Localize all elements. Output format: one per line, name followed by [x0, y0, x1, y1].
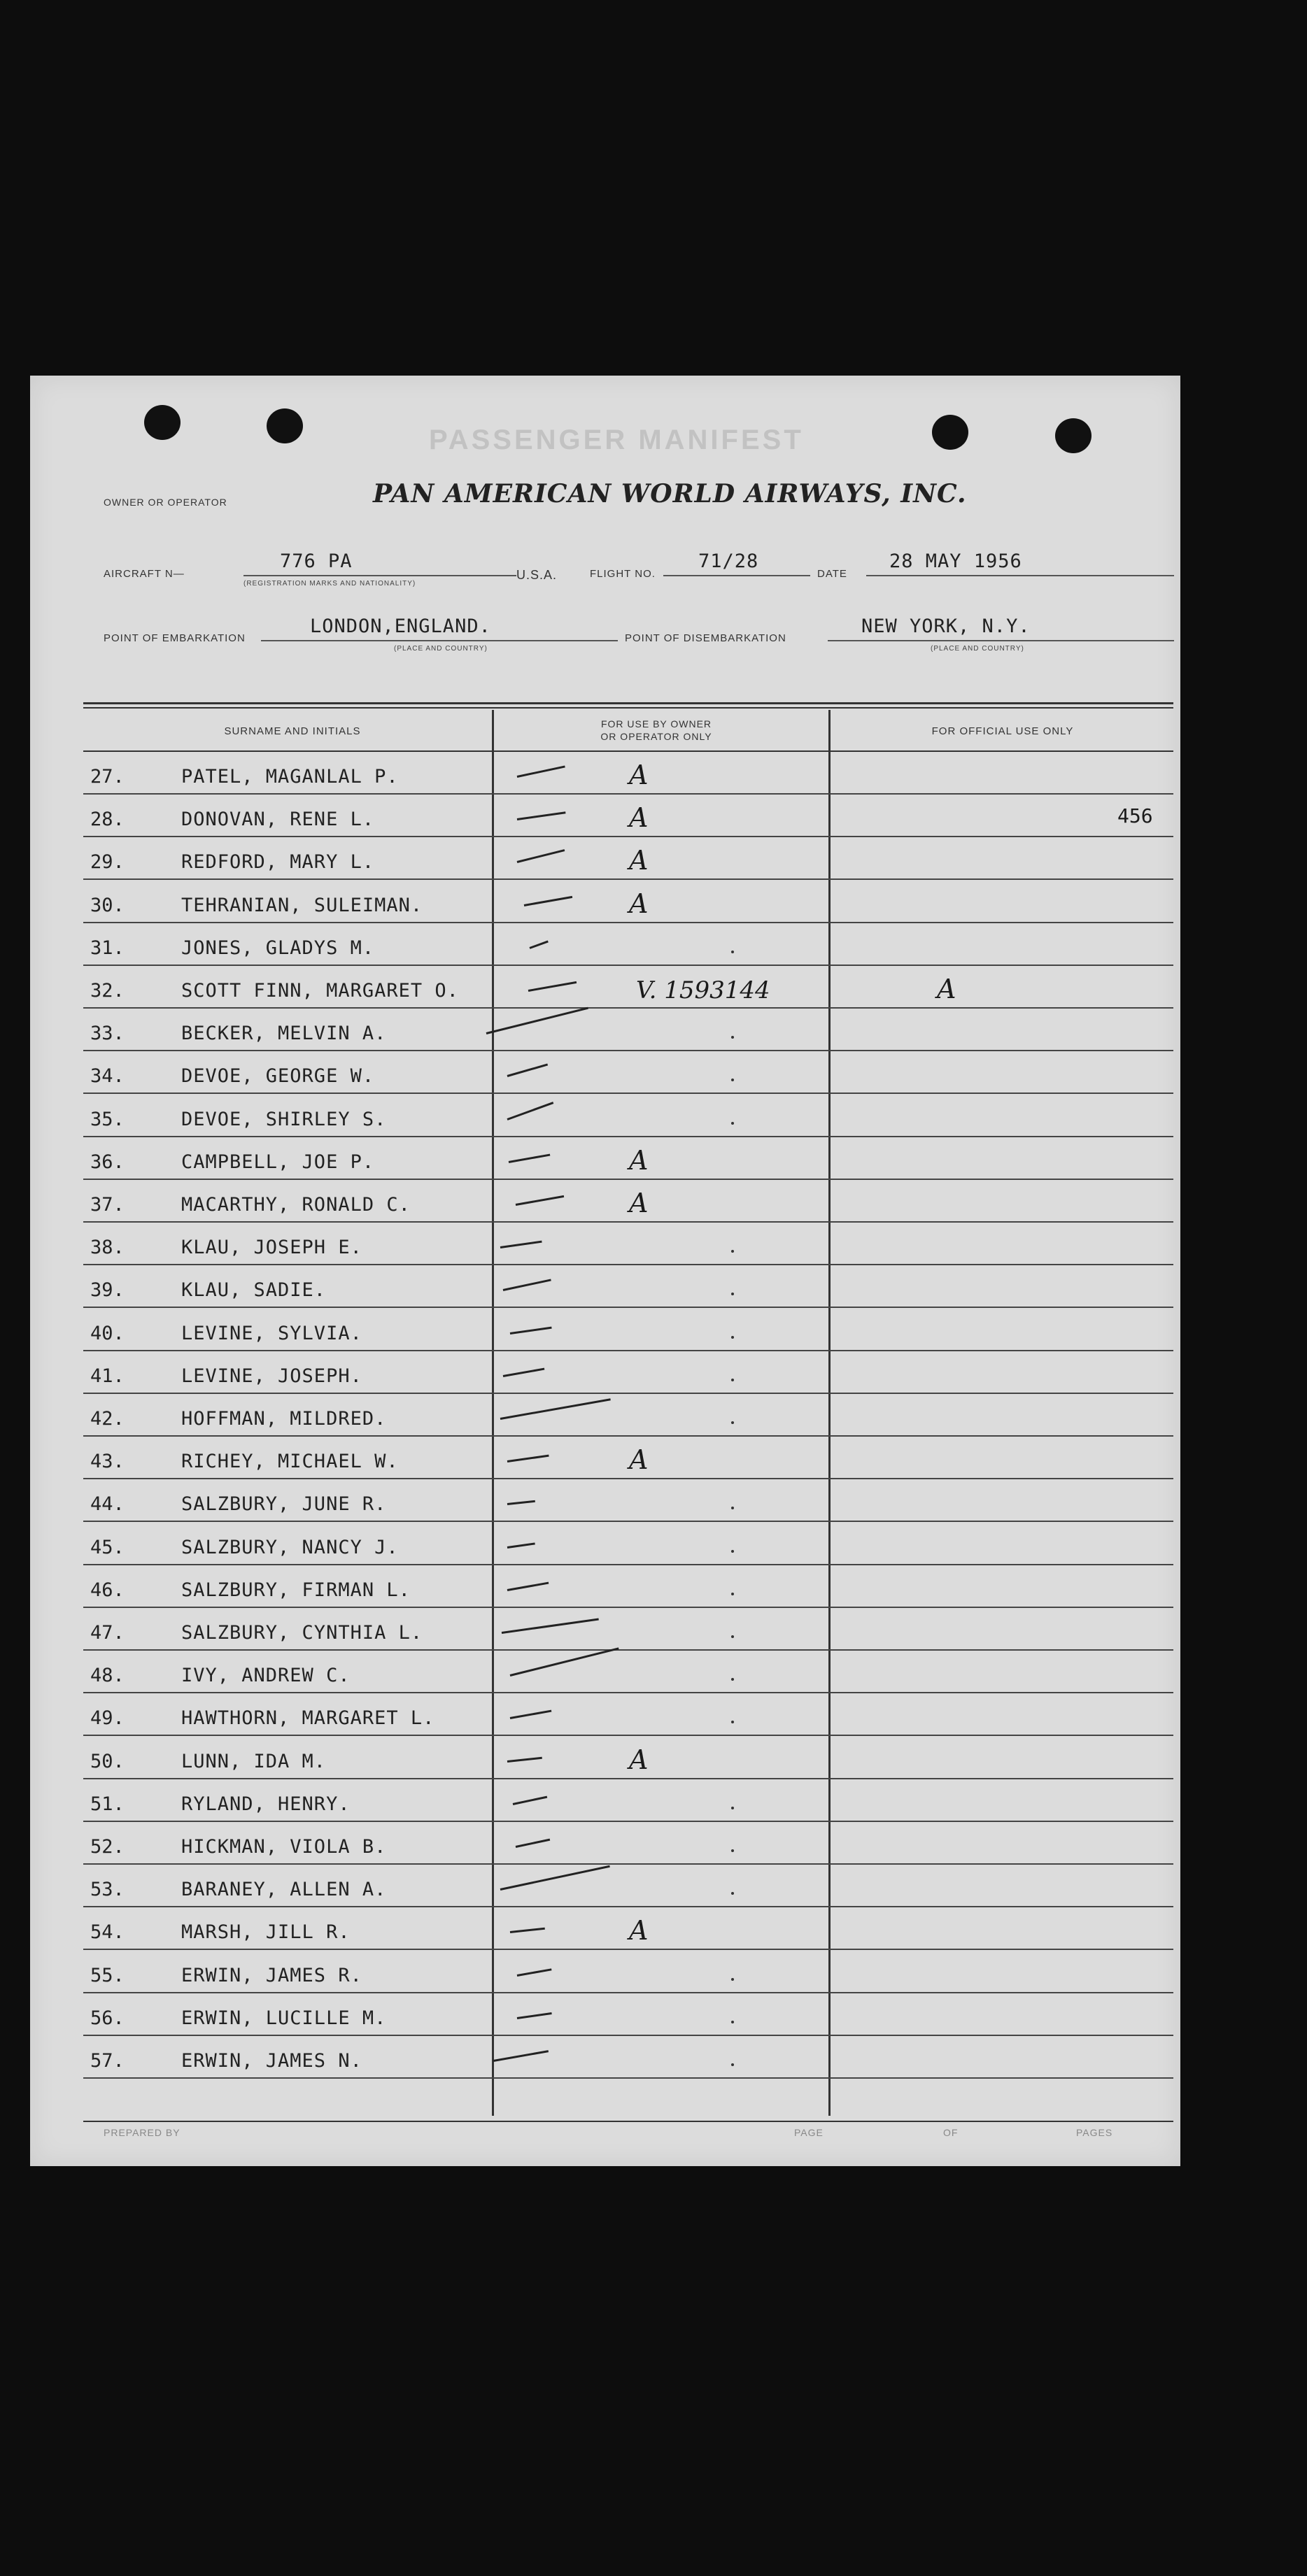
passenger-name: KLAU, SADIE. [181, 1279, 327, 1302]
passenger-name: ERWIN, JAMES N. [181, 2050, 362, 2072]
row-number: 31. [90, 937, 125, 959]
passenger-name: CAMPBELL, JOE P. [181, 1151, 375, 1173]
blank-dot [731, 2063, 734, 2066]
table-row [83, 1479, 1173, 1522]
passenger-name: IVY, ANDREW C. [181, 1665, 351, 1687]
date-label: DATE [817, 568, 847, 580]
table-row [83, 1951, 1173, 1993]
table-row [83, 1095, 1173, 1137]
blank-dot [731, 1421, 734, 1424]
disembark-value: NEW YORK, N.Y. [861, 615, 1031, 637]
table-row [83, 1137, 1173, 1180]
col-header-owner-2: OR OPERATOR ONLY [600, 731, 712, 742]
table-row [83, 1009, 1173, 1051]
row-number: 45. [90, 1536, 125, 1558]
passenger-name: HOFFMAN, MILDRED. [181, 1408, 387, 1430]
table-row [83, 1608, 1173, 1651]
row-number: 51. [90, 1793, 125, 1815]
blank-dot [731, 1721, 734, 1723]
row-number: 54. [90, 1921, 125, 1944]
passenger-name: REDFORD, MARY L. [181, 851, 375, 874]
prepared-by: PREPARED BY [104, 2127, 181, 2138]
blank-dot [731, 1550, 734, 1553]
check-mark [503, 1279, 551, 1291]
passenger-name: MARSH, JILL R. [181, 1921, 351, 1944]
row-number: 55. [90, 1964, 125, 1986]
table-row [83, 1993, 1173, 2036]
disembark-underline [828, 640, 1174, 641]
blank-dot [731, 1593, 734, 1595]
row-number: 43. [90, 1451, 125, 1473]
blank-dot [731, 1635, 734, 1638]
owner-mark: A [629, 1915, 649, 1947]
check-mark [524, 895, 572, 906]
table-row [83, 752, 1173, 795]
table-row [83, 1565, 1173, 1608]
official-mark: A [937, 974, 956, 1004]
check-mark [503, 1367, 545, 1376]
check-mark [500, 1241, 542, 1248]
blank-dot [731, 1507, 734, 1509]
check-mark [510, 1648, 619, 1677]
row-number: 36. [90, 1151, 125, 1173]
row-number: 41. [90, 1365, 125, 1387]
row-rule [83, 2077, 1173, 2079]
passenger-name: SALZBURY, FIRMAN L. [181, 1579, 411, 1601]
embark-label: POINT OF EMBARKATION [104, 632, 246, 644]
table-row [83, 1523, 1173, 1565]
row-number: 40. [90, 1322, 125, 1344]
form-title: PASSENGER MANIFEST [429, 425, 804, 455]
check-mark [517, 765, 565, 777]
table-row [83, 1223, 1173, 1265]
passenger-name: LUNN, IDA M. [181, 1750, 327, 1772]
passenger-name: JONES, GLADYS M. [181, 937, 375, 959]
punch-hole [144, 405, 181, 440]
flight-value: 71/28 [698, 550, 759, 572]
table-top-rule [83, 707, 1173, 709]
table-row [83, 1779, 1173, 1822]
carrier-name: PAN AMERICAN WORLD AIRWAYS, INC. [373, 479, 967, 508]
blank-dot [731, 1379, 734, 1381]
check-mark [486, 1007, 588, 1034]
owner-label: OWNER OR OPERATOR [104, 497, 227, 508]
passenger-name: LEVINE, SYLVIA. [181, 1322, 362, 1344]
table-row [83, 1693, 1173, 1736]
table-row [83, 1180, 1173, 1223]
of-label: OF [943, 2127, 959, 2138]
check-mark [529, 940, 548, 948]
check-mark [507, 1756, 542, 1762]
table-row [83, 1309, 1173, 1351]
passenger-name: DEVOE, GEORGE W. [181, 1065, 375, 1088]
check-mark [507, 1581, 549, 1591]
table-row [83, 1737, 1173, 1779]
passenger-name: KLAU, JOSEPH E. [181, 1237, 362, 1259]
passenger-name: HAWTHORN, MARGARET L. [181, 1707, 435, 1730]
check-mark [502, 1618, 599, 1634]
row-number: 44. [90, 1493, 125, 1516]
row-number: 33. [90, 1023, 125, 1045]
table-row [83, 1394, 1173, 1437]
owner-mark: A [629, 1744, 649, 1775]
aircraft-value: 776 PA [280, 550, 353, 572]
blank-dot [731, 1892, 734, 1895]
blank-dot [731, 1036, 734, 1039]
table-top-rule [83, 702, 1173, 704]
check-mark [493, 2050, 549, 2062]
passenger-name: RYLAND, HENRY. [181, 1793, 351, 1815]
check-mark [517, 811, 566, 820]
embark-underline [261, 640, 618, 641]
blank-dot [731, 1678, 734, 1681]
row-number: 53. [90, 1879, 125, 1901]
table-row [83, 1822, 1173, 1865]
owner-mark: A [629, 1188, 649, 1218]
date-underline [866, 575, 1174, 576]
punch-hole [1055, 418, 1091, 453]
passenger-name: DEVOE, SHIRLEY S. [181, 1108, 387, 1130]
row-number: 52. [90, 1836, 125, 1858]
row-number: 28. [90, 809, 125, 831]
row-number: 39. [90, 1279, 125, 1302]
row-number: 48. [90, 1665, 125, 1687]
row-number: 47. [90, 1622, 125, 1644]
check-mark [510, 1710, 552, 1719]
check-mark [517, 2012, 552, 2019]
passenger-name: HICKMAN, VIOLA B. [181, 1836, 387, 1858]
blank-dot [731, 1079, 734, 1081]
passenger-name: SALZBURY, CYNTHIA L. [181, 1622, 423, 1644]
flight-label: FLIGHT NO. [590, 568, 656, 580]
check-mark [528, 981, 577, 992]
passenger-name: LEVINE, JOSEPH. [181, 1365, 362, 1387]
blank-dot [731, 1807, 734, 1809]
table-row [83, 1051, 1173, 1094]
table-row [83, 1651, 1173, 1693]
disembark-label: POINT OF DISEMBARKATION [625, 632, 786, 644]
owner-mark: V. 1593144 [636, 976, 770, 1004]
check-mark [510, 1928, 545, 1933]
blank-dot [731, 1250, 734, 1253]
col-header-owner-1: FOR USE BY OWNER [600, 718, 712, 730]
aircraft-label: AIRCRAFT N— [104, 568, 185, 580]
table-row [83, 2036, 1173, 2079]
row-number: 37. [90, 1194, 125, 1216]
check-mark [507, 1455, 549, 1463]
table-row [83, 1907, 1173, 1950]
date-value: 28 MAY 1956 [889, 550, 1022, 572]
owner-mark: A [629, 845, 649, 876]
check-mark [517, 850, 565, 864]
passenger-name: TEHRANIAN, SULEIMAN. [181, 894, 423, 916]
flight-underline [663, 575, 810, 576]
check-mark [507, 1500, 535, 1505]
page-label: PAGE [794, 2127, 824, 2138]
blank-dot [731, 2021, 734, 2023]
pages-label: PAGES [1076, 2127, 1113, 2138]
row-number: 34. [90, 1065, 125, 1088]
disembark-sub: (PLACE AND COUNTRY) [931, 645, 1024, 653]
check-mark [507, 1102, 553, 1120]
embark-value: LONDON,ENGLAND. [310, 615, 491, 637]
official-mark: 456 [1117, 804, 1153, 828]
owner-mark: A [629, 1144, 649, 1176]
passenger-name: ERWIN, JAMES R. [181, 1964, 362, 1986]
row-number: 29. [90, 851, 125, 874]
blank-dot [731, 1122, 734, 1125]
passenger-name: PATEL, MAGANLAL P. [181, 766, 399, 788]
table-row [83, 1865, 1173, 1907]
col-header-official: FOR OFFICIAL USE ONLY [931, 725, 1074, 737]
blank-dot [731, 951, 734, 953]
table-row [83, 923, 1173, 966]
check-mark [516, 1195, 564, 1206]
usa-label: U.S.A. [516, 568, 558, 582]
check-mark [509, 1153, 551, 1162]
row-number: 27. [90, 766, 125, 788]
table-row [83, 1437, 1173, 1479]
blank-dot [731, 1978, 734, 1981]
owner-mark: A [629, 1444, 649, 1476]
row-number: 46. [90, 1579, 125, 1601]
check-mark [516, 1839, 551, 1848]
passenger-name: ERWIN, LUCILLE M. [181, 2007, 387, 2029]
embark-sub: (PLACE AND COUNTRY) [394, 645, 488, 653]
aircraft-sub: (REGISTRATION MARKS AND NATIONALITY) [243, 580, 416, 588]
passenger-name: MACARTHY, RONALD C. [181, 1194, 411, 1216]
blank-dot [731, 1293, 734, 1295]
row-number: 42. [90, 1408, 125, 1430]
blank-dot [731, 1336, 734, 1339]
passenger-name: SCOTT FINN, MARGARET O. [181, 980, 459, 1002]
row-number: 38. [90, 1237, 125, 1259]
owner-mark: A [629, 760, 649, 790]
passenger-name: BECKER, MELVIN A. [181, 1023, 387, 1045]
manifest-sheet [30, 376, 1180, 2166]
aircraft-underline [243, 575, 516, 576]
check-mark [513, 1795, 548, 1805]
check-mark [507, 1064, 549, 1077]
owner-mark: A [629, 802, 649, 834]
table-row [83, 966, 1173, 1009]
passenger-name: SALZBURY, NANCY J. [181, 1536, 399, 1558]
table-row [83, 837, 1173, 880]
passenger-name: DONOVAN, RENE L. [181, 809, 375, 831]
col-header-name: SURNAME AND INITIALS [224, 725, 361, 737]
row-number: 57. [90, 2050, 125, 2072]
check-mark [500, 1865, 610, 1891]
row-number: 56. [90, 2007, 125, 2029]
table-row [83, 795, 1173, 837]
row-number: 30. [90, 894, 125, 916]
passenger-name: RICHEY, MICHAEL W. [181, 1451, 399, 1473]
punch-hole [267, 408, 303, 443]
table-row [83, 881, 1173, 923]
owner-mark: A [629, 888, 649, 919]
check-mark [507, 1542, 535, 1549]
passenger-name: BARANEY, ALLEN A. [181, 1879, 387, 1901]
blank-dot [731, 1849, 734, 1852]
row-number: 50. [90, 1750, 125, 1772]
row-number: 35. [90, 1108, 125, 1130]
punch-hole [932, 415, 968, 450]
row-number: 49. [90, 1707, 125, 1730]
row-number: 32. [90, 980, 125, 1002]
check-mark [500, 1398, 611, 1420]
passenger-name: SALZBURY, JUNE R. [181, 1493, 387, 1516]
check-mark [517, 1968, 552, 1977]
table-row [83, 1265, 1173, 1308]
table-bottom-rule [83, 2121, 1173, 2122]
table-row [83, 1351, 1173, 1394]
check-mark [510, 1326, 552, 1334]
